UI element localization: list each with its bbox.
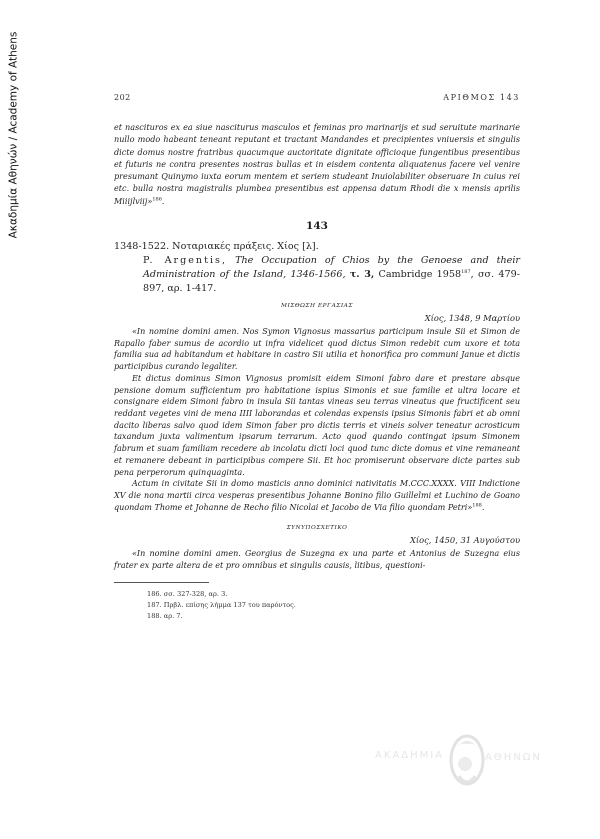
footnote-divider (114, 582, 209, 583)
latin-paragraph: «In nomine domini amen. Nos Symon Vignosus massarius participum insule Sii et Simon de Rapallo faber sumus de acordio ut infra videlicet quod dictus Simon redebit cum uxore et tota familia sua ad habitandum et habitare in castro Sii utilia et honorifica pro communi Janue et dictis participibus curando legaliter. (114, 327, 520, 372)
intro-paragraph: et nascituros ex ea siue nasciturus masculos et feminas pro marinarijs et sud seruitute marinarie nullo modo habeant teneant reputant et tractant Mandandes et precipientes vniuersis et singulis dicte domus nostre fratribus quacumque auctoritate dignitate officioque fungentibus presentibus et futuris ne contra presentes nostras bullas et in eisdem contenta aliquatenus facere vel venire presumant Quinymo iuxta eorum mentem et seriem studeant Inuiolabiliter obseruare In cuius rei etc. bulla nostra magistralis plumbea presentibus est appensa datum Rhodi die x mensis aprilis Miiijlviij»$^{186}$. (114, 122, 520, 206)
latin-paragraph: «In nomine domini amen. Georgius de Suzegna ex una parte et Antonius de Suzegna eius frater ex parte altera de et pro omnibus et singulis causis, litibus, questioni- (114, 549, 520, 571)
running-head (114, 93, 520, 102)
latin-paragraph: Actum in civitate Sii in domo masticis anno dominici nativitatis M.CCC.XXXX. VIII Indictione XV die nona martii circa vesperas presentibus Johanne Bonino filio Guillelmi et Luchino de Goano quondam Thome et Johanne de Recho filio Nicolai et Jacobo de Via filio quondam Petri»$^{188}$. (114, 479, 520, 512)
dateline: Χίος, 1450, 31 Αυγούστου (410, 535, 520, 546)
bibliographic-reference: P. Argentis, The Occupation of Chios by the Genoese and their Administration of the Island, 1346-1566, τ. 3, Cambridge 1958$^{187}$, σσ. 479-897, αρ. 1-417. (143, 255, 520, 295)
dateline: Χίος, 1348, 9 Μαρτίου (424, 313, 520, 324)
watermark-left: ΑΚΑΔΗΜΙΑ (375, 750, 445, 761)
entry-number: 143 (306, 220, 328, 233)
footnote-ref: 188 (472, 501, 482, 508)
document-title: ΣΥΝΥΠΟΣΧΕΤΙΚΟ (286, 525, 348, 532)
ref-volume: τ. 3, (349, 269, 375, 281)
ref-author: P. Argentis, (143, 255, 228, 267)
footnote: 186. σσ. 327-328, αρ. 3. (147, 589, 228, 598)
athena-emblem-icon (445, 730, 489, 794)
entry-heading: 1348-1522. Νοταριακές πράξεις. Χίος [λ]. (114, 241, 319, 253)
latin-paragraph-text: Actum in civitate Sii in domo masticis anno dominici nativitatis M.CCC.XXXX. VIII Indictione XV die nona martii circa vesperas presentibus Johanne Bonino filio Guillelmi et Luchino de Goano quondam Thome et Johanne de Recho filio Nicolai et Jacobo de Via filio quondam Petri» (114, 479, 520, 512)
academy-label: Ακαδημία Αθηνών / Academy of Athens (7, 31, 20, 238)
watermark-right: ΑΘΗΝΩΝ (485, 752, 542, 763)
footnote-ref: 186 (152, 196, 162, 203)
page (114, 88, 520, 622)
intro-text: et nascituros ex ea siue nasciturus masculos et feminas pro marinarijs et sud seruitute marinarie nullo modo habeant teneant reputant et tractant Mandandes et precipientes vniuersis et singulis dicte domus nostre fratribus quacumque auctoritate dignitate officioque fungentibus presentibus et futuris ne contra presentes nostras bullas et in eisdem contenta aliquatenus facere vel venire presumant Quinymo iuxta eorum mentem et seriem studeant Inuiolabiliter obseruare In cuius rei etc. bulla nostra magistralis plumbea presentibus est appensa datum Rhodi die x mensis aprilis Miiijlviij» (114, 122, 520, 206)
footnote-ref: 187 (461, 268, 471, 275)
ref-pages: σσ. 479-897, αρ. 1-417. (143, 269, 520, 295)
footnotes (147, 589, 520, 622)
latin-text (114, 548, 520, 571)
latin-paragraph: Et dictus dominus Simon Vignosus promisit eidem Simoni fabro dare et prestare absque pensione domum sufficientum pro habitatione ispius Simonis et sue familie et ultra locare et consignare eidem Simoni fabro in insula Sii tantas vineas seu terras vineatus que fructificent seu reddant vegetes vini de mena IIII laborandas et colendas expensis ipsius Simonis fabri et ab omni dacito liberas salvo quod idem Simon faber pro dictis terris et vineis solver teneatur acrosticum taxandum juxta valimentum ipsarum terrarum. Acto quod quando contingat ipsum Simonem fabrum et suam familiam recedere ab incolatu dicti loci quod tunc dicte domus et vine remaneant et remanere debeant in participibus compere Sii. Et hoc promiserunt observare dicte partes sub pena perperorum quinquaginta. (114, 373, 520, 477)
section-label: ΑΡΙΘΜΟΣ 143 (443, 93, 520, 102)
academy-watermark (375, 730, 575, 800)
document-title: ΜΙΣΘΩΣΗ ΕΡΓΑΣΙΑΣ (281, 303, 353, 310)
footnote: 188. αρ. 7. (147, 611, 183, 620)
latin-text (114, 326, 520, 513)
side-label (6, 12, 20, 257)
ref-place-year: Cambridge 1958 (378, 269, 462, 281)
page-number: 202 (114, 93, 131, 102)
ref-title: The Occupation of Chios by the Genoese and their Administration of the Island, 1346-1566, (143, 255, 520, 281)
footnote: 187. Πρβλ. επίσης λήμμα 137 του παρόντος. (147, 600, 296, 609)
